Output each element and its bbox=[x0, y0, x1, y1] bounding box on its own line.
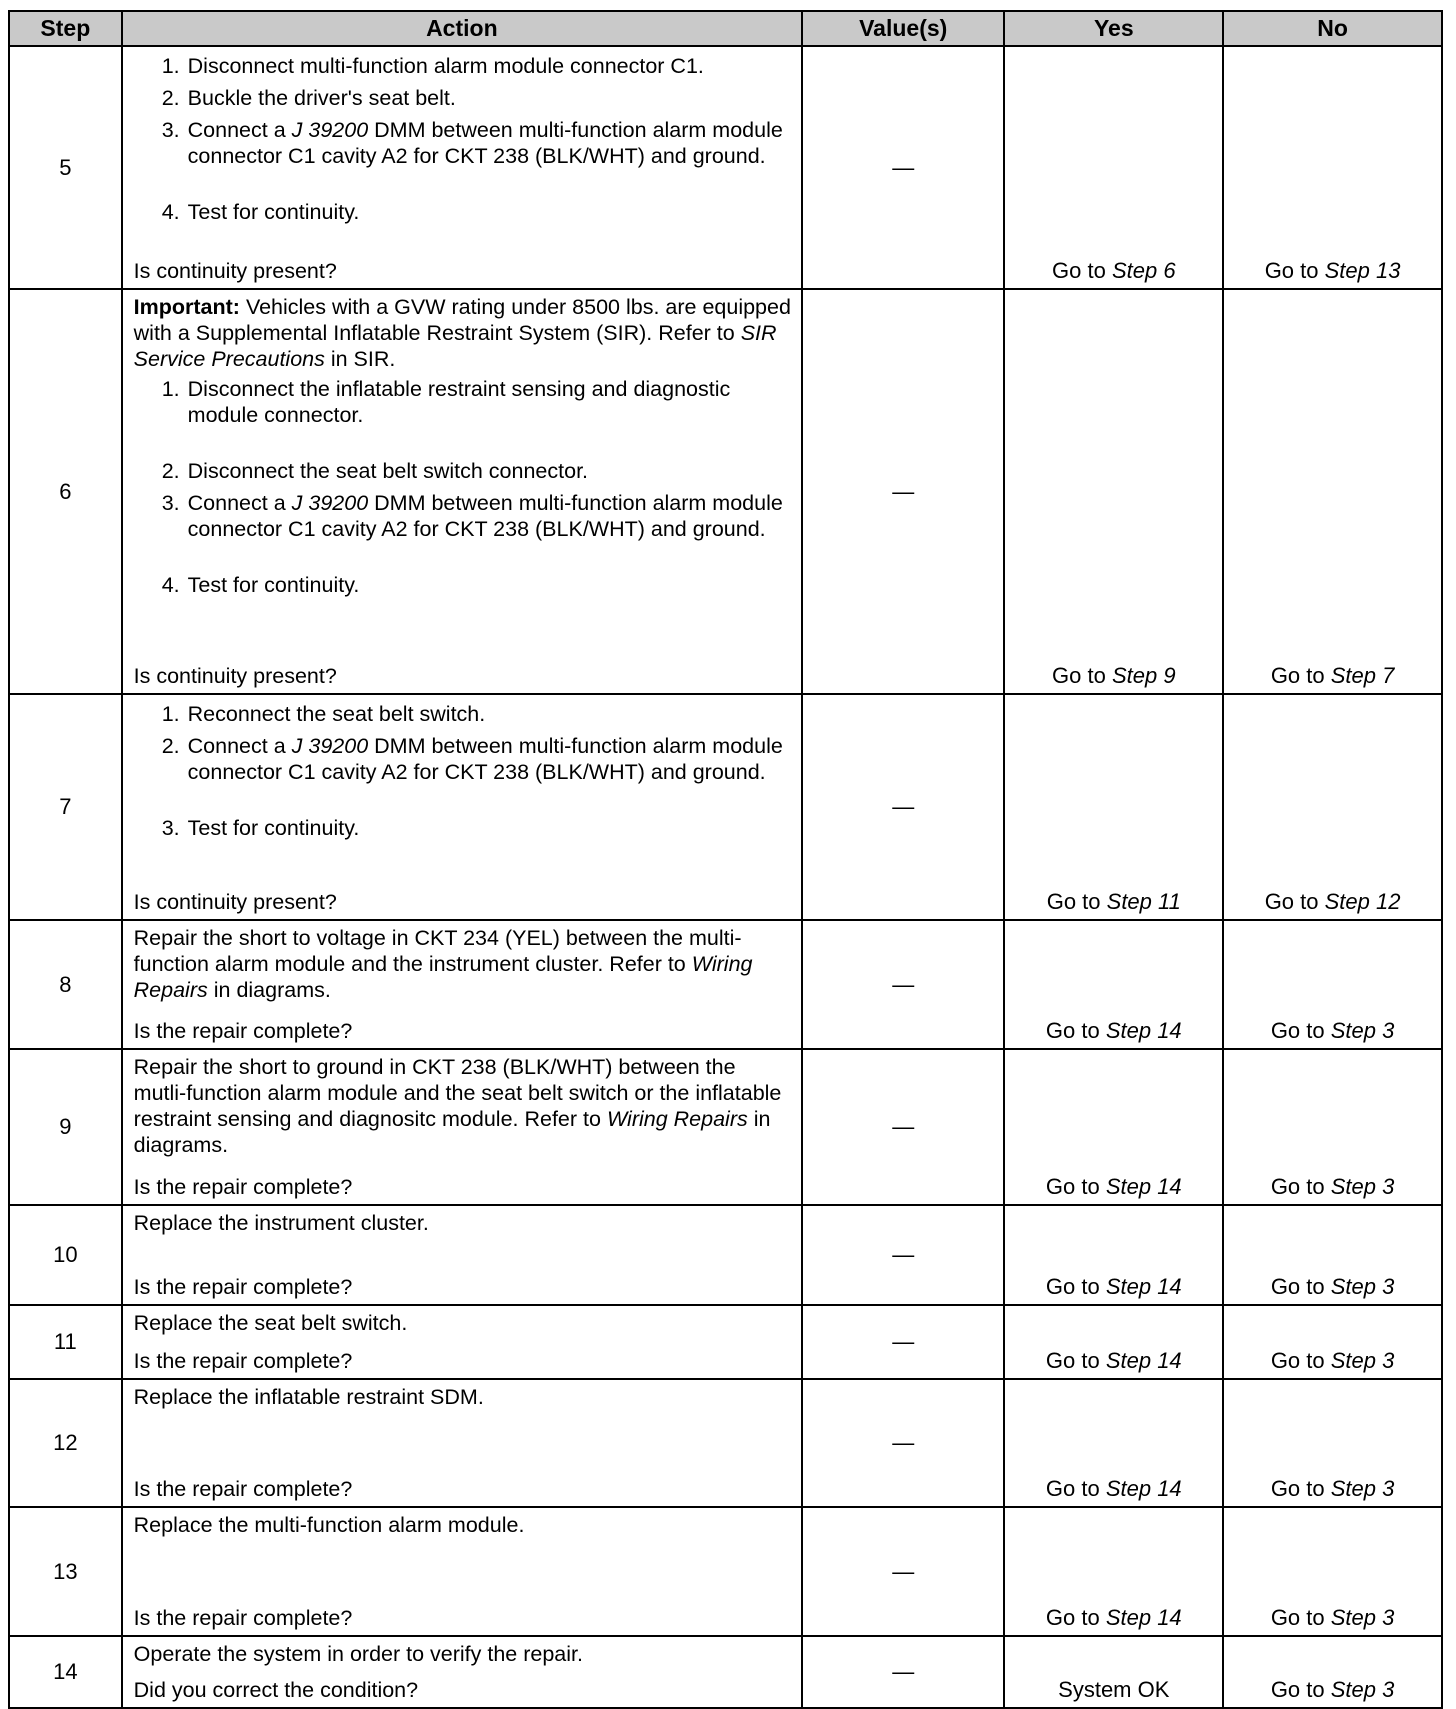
step-number: 14 bbox=[9, 1636, 122, 1708]
action-text: Replace the inflatable restraint SDM. bbox=[133, 1385, 484, 1409]
yes-cell: Go to Step 6 bbox=[1004, 46, 1223, 289]
yes-cell: Go to Step 14 bbox=[1004, 1379, 1223, 1507]
list-item: 3. Test for continuity. bbox=[161, 816, 360, 840]
action-cell bbox=[122, 1507, 802, 1636]
action-cell bbox=[122, 920, 802, 1049]
list-item: 2. Connect a J 39200 DMM between multi-function alarm module connector C1 cavity A2 for CKT 238 (BLK/WHT) and ground. bbox=[161, 734, 783, 784]
list-item: 2. Disconnect the seat belt switch connector. bbox=[161, 459, 589, 483]
tool-reference: J 39200 bbox=[291, 118, 369, 142]
no-step-link[interactable]: Step 3 bbox=[1330, 1174, 1395, 1199]
step-number: 5 bbox=[9, 46, 122, 289]
yes-step-link[interactable]: Step 6 bbox=[1111, 258, 1176, 283]
question: Is the repair complete? bbox=[133, 1606, 353, 1630]
table-row-step-7 bbox=[9, 694, 1442, 920]
table-row-step-9 bbox=[9, 1049, 1442, 1205]
yes-step-link[interactable]: Step 14 bbox=[1105, 1605, 1182, 1630]
value-cell: — bbox=[802, 1049, 1004, 1205]
no-step-link[interactable]: Step 3 bbox=[1330, 1605, 1395, 1630]
action-cell bbox=[122, 1379, 802, 1507]
value-cell: — bbox=[802, 1205, 1004, 1305]
yes-step-link[interactable]: Step 14 bbox=[1105, 1476, 1182, 1501]
header-action: Action bbox=[122, 11, 802, 46]
wiring-repairs-link[interactable]: Wiring Repairs bbox=[606, 1107, 748, 1131]
wiring-repairs-link[interactable]: Wiring Repairs bbox=[133, 952, 753, 1002]
question: Is the repair complete? bbox=[133, 1275, 353, 1299]
yes-cell: Go to Step 11 bbox=[1004, 694, 1223, 920]
no-cell: Go to Step 3 bbox=[1223, 920, 1442, 1049]
list-item: 3. Connect a J 39200 DMM between multi-function alarm module connector C1 cavity A2 for CKT 238 (BLK/WHT) and ground. bbox=[161, 491, 783, 541]
no-cell: Go to Step 3 bbox=[1223, 1507, 1442, 1636]
yes-cell: Go to Step 14 bbox=[1004, 1305, 1223, 1379]
question: Is the repair complete? bbox=[133, 1175, 353, 1199]
question: Is the repair complete? bbox=[133, 1349, 353, 1373]
value-cell: — bbox=[802, 920, 1004, 1049]
step-number: 6 bbox=[9, 289, 122, 694]
action-cell bbox=[122, 1636, 802, 1708]
step-number: 12 bbox=[9, 1379, 122, 1507]
yes-step-link[interactable]: Step 11 bbox=[1106, 889, 1181, 914]
value-cell: — bbox=[802, 1636, 1004, 1708]
table-row-step-11 bbox=[9, 1305, 1442, 1379]
step-number: 13 bbox=[9, 1507, 122, 1636]
value-cell: — bbox=[802, 1507, 1004, 1636]
yes-step-link[interactable]: Step 14 bbox=[1105, 1274, 1182, 1299]
no-step-link[interactable]: Step 3 bbox=[1330, 1018, 1395, 1043]
yes-cell: Go to Step 14 bbox=[1004, 1049, 1223, 1205]
sir-precautions-link[interactable]: SIR Service Precautions bbox=[133, 321, 777, 371]
question: Is the repair complete? bbox=[133, 1019, 353, 1043]
action-cell bbox=[122, 289, 802, 694]
action-cell bbox=[122, 46, 802, 289]
no-step-link[interactable]: Step 3 bbox=[1330, 1274, 1395, 1299]
action-text: Replace the seat belt switch. bbox=[133, 1311, 408, 1335]
action-text: Operate the system in order to verify the repair. bbox=[133, 1642, 583, 1666]
table-row-step-13 bbox=[9, 1507, 1442, 1636]
list-item: 4. Test for continuity. bbox=[161, 573, 360, 597]
yes-cell: Go to Step 14 bbox=[1004, 920, 1223, 1049]
question: Is continuity present? bbox=[133, 890, 337, 914]
list-item: 2. Buckle the driver's seat belt. bbox=[161, 86, 456, 110]
list-item: 4. Test for continuity. bbox=[161, 200, 360, 224]
yes-cell: Go to Step 14 bbox=[1004, 1205, 1223, 1305]
list-item: 3. Connect a J 39200 DMM between multi-function alarm module connector C1 cavity A2 for CKT 238 (BLK/WHT) and ground. bbox=[161, 118, 783, 168]
action-steps bbox=[134, 376, 793, 598]
value-cell: — bbox=[802, 46, 1004, 289]
yes-step-link[interactable]: Step 9 bbox=[1111, 663, 1176, 688]
header-no: No bbox=[1223, 11, 1442, 46]
no-step-link[interactable]: Step 13 bbox=[1324, 258, 1401, 283]
step-number: 9 bbox=[9, 1049, 122, 1205]
value-cell: — bbox=[802, 1379, 1004, 1507]
value-cell: — bbox=[802, 1305, 1004, 1379]
diagnostic-table-container bbox=[8, 10, 1443, 1709]
action-text: Repair the short to ground in CKT 238 (BLK/WHT) between the mutli-function alarm module and the seat belt switch or the inflatable restraint sensing and diagnositc module. Refer to Wiring Repairs in diagrams. bbox=[133, 1055, 782, 1157]
no-cell: Go to Step 3 bbox=[1223, 1305, 1442, 1379]
no-step-link[interactable]: Step 7 bbox=[1330, 663, 1395, 688]
question: Is the repair complete? bbox=[133, 1477, 353, 1501]
no-step-link[interactable]: Step 3 bbox=[1330, 1476, 1395, 1501]
action-steps bbox=[134, 699, 793, 841]
step-number: 8 bbox=[9, 920, 122, 1049]
no-cell: Go to Step 3 bbox=[1223, 1205, 1442, 1305]
yes-step-link[interactable]: Step 14 bbox=[1105, 1174, 1182, 1199]
list-item: 1. Reconnect the seat belt switch. bbox=[161, 702, 486, 726]
header-row bbox=[9, 11, 1442, 46]
no-step-link[interactable]: Step 12 bbox=[1324, 889, 1401, 914]
no-cell: Go to Step 12 bbox=[1223, 694, 1442, 920]
step-number: 11 bbox=[9, 1305, 122, 1379]
diagnostic-table bbox=[8, 10, 1443, 1709]
list-item: 1. Disconnect multi-function alarm module connector C1. bbox=[161, 54, 704, 78]
action-cell bbox=[122, 1205, 802, 1305]
yes-step-link[interactable]: Step 14 bbox=[1105, 1018, 1182, 1043]
no-cell: Go to Step 13 bbox=[1223, 46, 1442, 289]
no-step-link[interactable]: Step 3 bbox=[1330, 1348, 1395, 1373]
step-number: 10 bbox=[9, 1205, 122, 1305]
action-text: Replace the instrument cluster. bbox=[133, 1211, 429, 1235]
action-text: Repair the short to voltage in CKT 234 (YEL) between the multi-function alarm module and the instrument cluster. Refer to Wiring Repairs in diagrams. bbox=[133, 926, 753, 1002]
yes-cell: Go to Step 9 bbox=[1004, 289, 1223, 694]
system-ok-text: System OK bbox=[1058, 1677, 1170, 1702]
step-number: 7 bbox=[9, 694, 122, 920]
no-cell: Go to Step 3 bbox=[1223, 1636, 1442, 1708]
action-steps bbox=[134, 51, 793, 225]
yes-cell: Go to Step 14 bbox=[1004, 1507, 1223, 1636]
table-row-step-5 bbox=[9, 46, 1442, 289]
yes-step-link[interactable]: Step 14 bbox=[1105, 1348, 1182, 1373]
no-step-link[interactable]: Step 3 bbox=[1330, 1677, 1395, 1702]
question: Is continuity present? bbox=[133, 664, 337, 688]
tool-reference: J 39200 bbox=[291, 734, 369, 758]
value-cell: — bbox=[802, 694, 1004, 920]
action-text: Replace the multi-function alarm module. bbox=[133, 1513, 525, 1537]
table-row-step-10 bbox=[9, 1205, 1442, 1305]
header-step: Step bbox=[9, 11, 122, 46]
yes-cell bbox=[1004, 1636, 1223, 1708]
table-row-step-8 bbox=[9, 920, 1442, 1049]
action-cell bbox=[122, 1305, 802, 1379]
action-cell bbox=[122, 1049, 802, 1205]
value-cell: — bbox=[802, 289, 1004, 694]
action-cell bbox=[122, 694, 802, 920]
list-item: 1. Disconnect the inflatable restraint sensing and diagnostic module connector. bbox=[161, 377, 731, 427]
no-cell: Go to Step 3 bbox=[1223, 1379, 1442, 1507]
important-note: Important: Vehicles with a GVW rating under 8500 lbs. are equipped with a Supplemental Inflatable Restraint System (SIR). Refer to SIR Service Precautions in SIR. bbox=[133, 295, 791, 371]
header-yes: Yes bbox=[1004, 11, 1223, 46]
question: Did you correct the condition? bbox=[133, 1678, 419, 1702]
table-row-step-6 bbox=[9, 289, 1442, 694]
table-row-step-14 bbox=[9, 1636, 1442, 1708]
question: Is continuity present? bbox=[133, 259, 337, 283]
no-cell: Go to Step 7 bbox=[1223, 289, 1442, 694]
tool-reference: J 39200 bbox=[291, 491, 369, 515]
table-row-step-12 bbox=[9, 1379, 1442, 1507]
header-values: Value(s) bbox=[802, 11, 1004, 46]
no-cell: Go to Step 3 bbox=[1223, 1049, 1442, 1205]
